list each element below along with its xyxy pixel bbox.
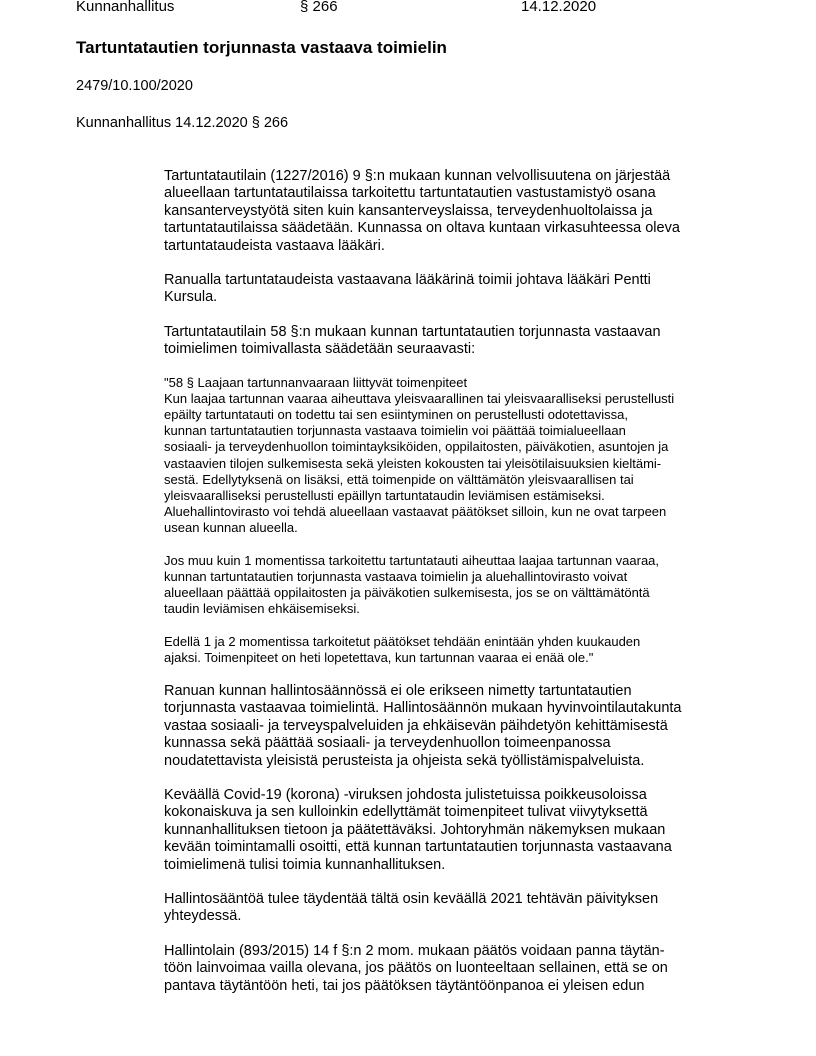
text-line: ajaksi. Toimenpiteet on heti lopetettava, kun tartunnan vaaraa ei enää ole." — [164, 649, 594, 665]
text-line: kunnanhallituksen tietoon ja päätettäväksi. Johtoryhmän näkemyksen mukaan — [164, 821, 666, 838]
text-line: kevään toimintamalli osoitti, että kunnan tartuntatautien torjunnasta vastaavana — [164, 839, 672, 856]
paragraph — [164, 943, 754, 995]
text-line: vastaa sosiaali- ja terveyspalveluiden ja ehkäisevän päihdetyön kehittämisestä — [164, 717, 668, 734]
header-paragraph-number: § 266 — [300, 0, 338, 15]
paragraph — [164, 787, 754, 874]
text-line: yhteydessä. — [164, 908, 242, 925]
text-line: Kursula. — [164, 289, 218, 306]
text-line: kunnan tartuntatautien torjunnasta vastaava toimielin voi päättää toimialueellaan — [164, 423, 626, 439]
paragraph — [164, 324, 754, 359]
text-line: Hallintosääntöä tulee täydentää tältä osin keväällä 2021 tehtävän päivityksen — [164, 890, 659, 907]
text-line: torjunnasta vastaavaa toimielintä. Hallintosäännön mukaan hyvinvointilautakunta — [164, 700, 682, 717]
text-line: kansanterveystyötä siten kuin kansanterveyslaissa, terveydenhuoltolaissa ja — [164, 202, 653, 219]
text-line: Ranualla tartuntataudeista vastaavana lääkärinä toimii johtava lääkäri Pentti — [164, 272, 651, 289]
record-number: 2479/10.100/2020 — [76, 78, 193, 94]
text-line: usean kunnan alueella. — [164, 520, 298, 536]
text-line: Keväällä Covid-19 (korona) -viruksen johdosta julistetuissa poikkeusoloissa — [164, 786, 647, 803]
header-date: 14.12.2020 — [521, 0, 597, 15]
text-line: tartuntatautilaissa säädetään. Kunnassa on oltava kuntaan virkasuhteessa oleva — [164, 220, 680, 237]
text-line: yleisvaaralliseksi perustellusti epäillyn tartuntataudin leviämisen estämiseksi. — [164, 488, 605, 504]
law-quote-paragraph — [164, 634, 754, 666]
text-line: kunnassa sekä päättää sosiaali- ja terveydenhuollon toimeenpanossa — [164, 735, 611, 752]
meeting-reference: Kunnanhallitus 14.12.2020 § 266 — [76, 115, 289, 131]
text-line: sestä. Edellytyksenä on lisäksi, että toimenpide on välttämätön yleisvaarallisen tai — [164, 471, 634, 487]
document-body — [164, 168, 754, 995]
header-body-name: Kunnanhallitus — [76, 0, 175, 15]
text-line: epäilty tartuntatauti on todettu tai sen esiintyminen on perustellusti odotettavissa, — [164, 407, 628, 423]
text-line: pantava täytäntöön heti, tai jos päätöksen täytäntöönpanoa ei yleisen edun — [164, 977, 645, 994]
text-line: Aluehallintovirasto voi tehdä alueellaan vastaavat päätökset silloin, kun ne ovat tarpeen — [164, 504, 667, 520]
paragraph — [164, 272, 754, 307]
paragraph — [164, 891, 754, 926]
text-line: sosiaali- ja terveydenhuollon toimintayksiköiden, oppilaitosten, päiväkotien, asuntojen ja — [164, 439, 669, 455]
text-line: Tartuntatautilain (1227/2016) 9 §:n mukaan kunnan velvollisuutena on järjestää — [164, 168, 671, 184]
text-line: alueellaan päättää oppilaitosten ja päiväkotien sulkemisesta, jos se on välttämätöntä — [164, 585, 650, 601]
text-line: kokonaiskuva ja sen kulloinkin edellyttämät toimenpiteet tulivat viivytyksettä — [164, 804, 648, 821]
law-quote-paragraph — [164, 553, 754, 618]
text-line: tartuntataudeista vastaava lääkäri. — [164, 237, 385, 254]
text-line: toimielimenä tulisi toimia kunnanhallituksen. — [164, 856, 446, 873]
text-line: Edellä 1 ja 2 momentissa tarkoitetut päätökset tehdään enintään yhden kuukauden — [164, 633, 641, 649]
text-line: toimielimen toimivallasta säädetään seuraavasti: — [164, 341, 476, 358]
text-line: noudatettavista yleisistä perusteista ja ohjeista sekä työllistämispalveluista. — [164, 752, 645, 769]
paragraph — [164, 168, 754, 255]
text-line: taudin leviämisen ehkäisemiseksi. — [164, 601, 360, 617]
law-quote-paragraph — [164, 375, 754, 537]
text-line: kunnan tartuntatautien torjunnasta vastaava toimielin ja aluehallintovirasto voivat — [164, 568, 628, 584]
text-line: töön lainvoimaa vailla olevana, jos päätös on luonteeltaan sellainen, että se on — [164, 960, 668, 977]
text-line: alueellaan tartuntatautilaissa tarkoitettu tartuntatautien vastustamistyö osana — [164, 185, 656, 202]
text-line: Kun laajaa tartunnan vaaraa aiheuttava yleisvaarallinen tai yleisvaaralliseksi perustellusti — [164, 390, 675, 406]
document-title: Tartuntatautien torjunnasta vastaava toimielin — [76, 38, 447, 57]
paragraph — [164, 683, 754, 770]
text-line: Tartuntatautilain 58 §:n mukaan kunnan tartuntatautien torjunnasta vastaavan — [164, 323, 661, 340]
text-line: Hallintolain (893/2015) 14 f §:n 2 mom. mukaan päätös voidaan panna täytän- — [164, 942, 665, 959]
text-line: Ranuan kunnan hallintosäännössä ei ole erikseen nimetty tartuntatautien — [164, 682, 632, 699]
text-line: "58 § Laajaan tartunnanvaaraan liittyvät toimenpiteet — [164, 374, 468, 390]
text-line: Jos muu kuin 1 momentissa tarkoitettu tartuntatauti aiheuttaa laajaa tartunnan vaaraa, — [164, 552, 660, 568]
text-line: vastaavien tilojen sulkemisesta sekä yleisten kokousten tai yleisötilaisuuksien kieltämi- — [164, 455, 662, 471]
